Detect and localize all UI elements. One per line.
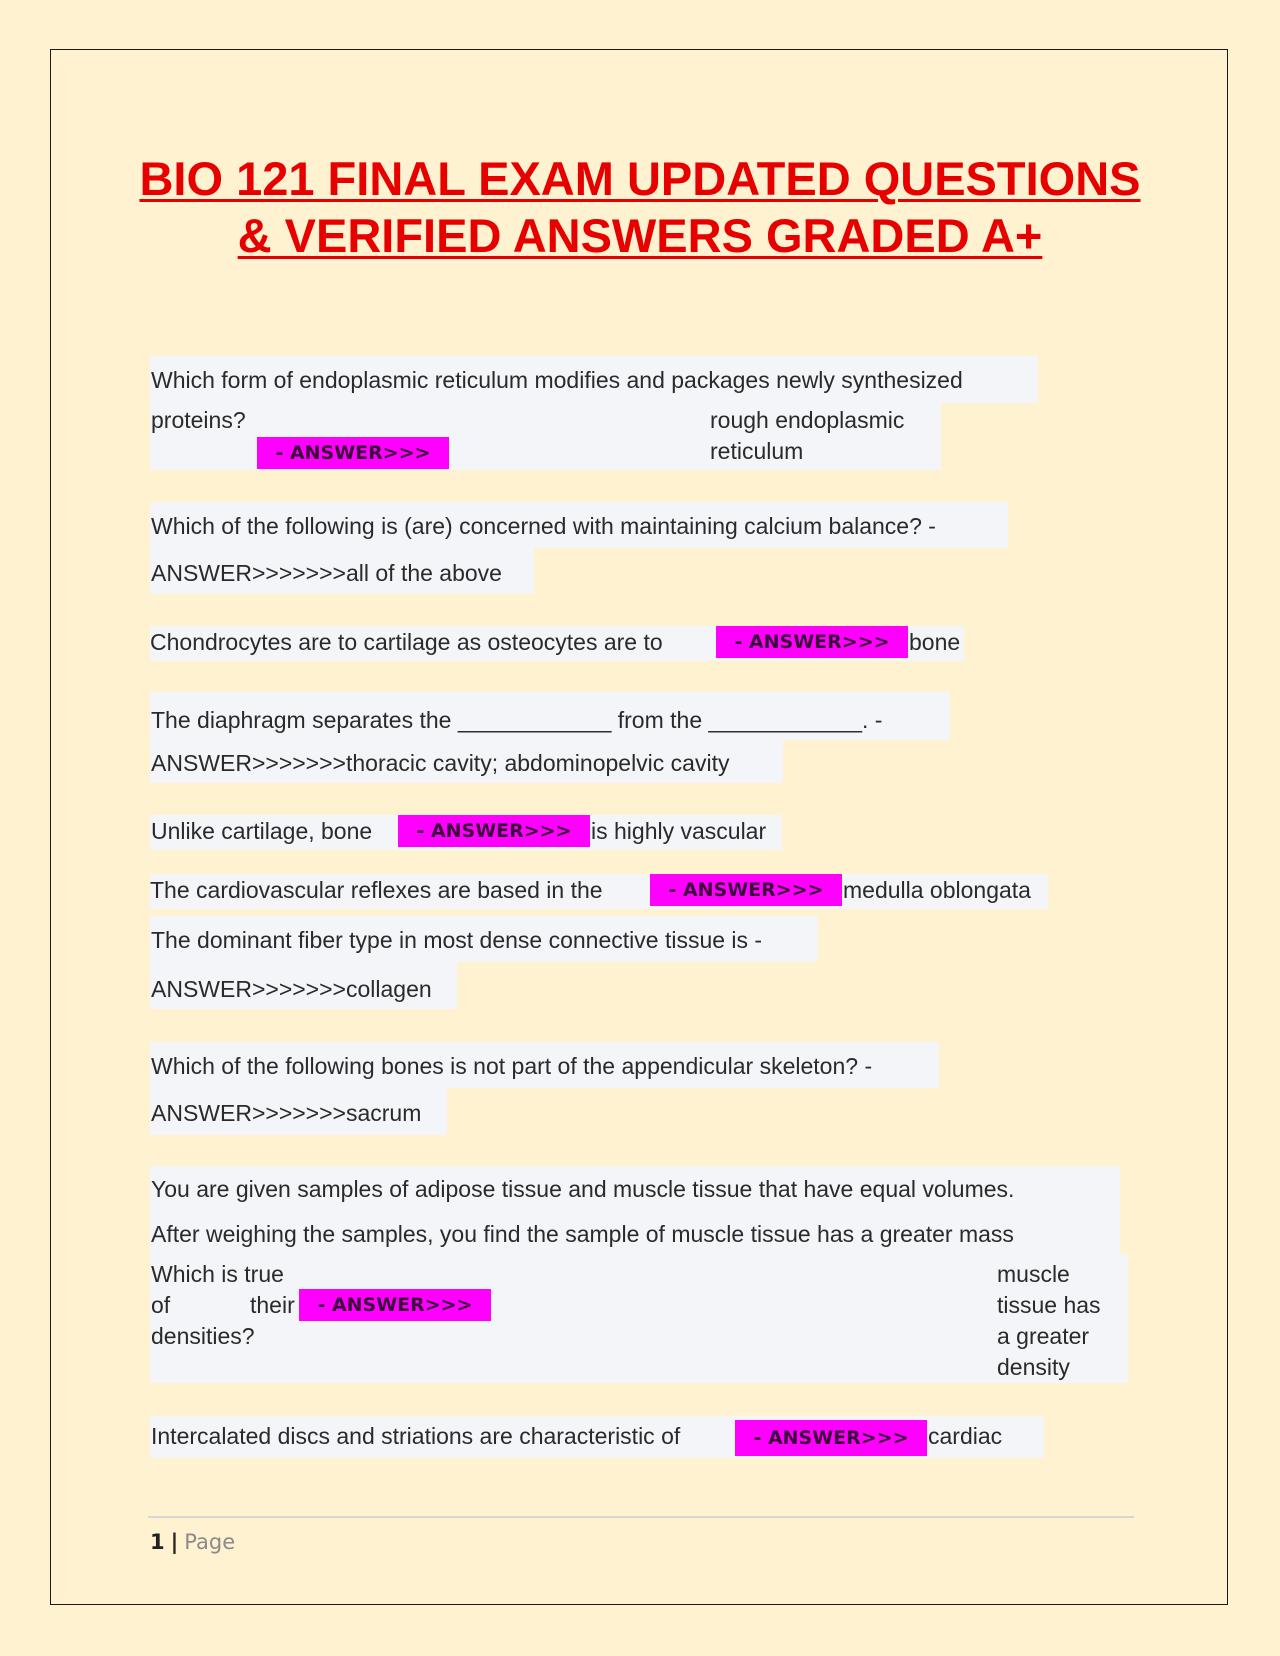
answer-text: is highly vascular: [591, 818, 767, 844]
footer-divider: [148, 1516, 1134, 1518]
question-text: their: [250, 1292, 295, 1318]
question-text: Which of the following is (are) concerned with maintaining calcium balance? -: [151, 513, 936, 539]
question-text: Which of the following bones is not part of the appendicular skeleton? -: [151, 1053, 873, 1079]
page-footer: [150, 1530, 235, 1554]
question-text: Intercalated discs and striations are characteristic of: [151, 1423, 681, 1449]
answer-text: density: [997, 1354, 1070, 1380]
question-text: ANSWER>>>>>>>sacrum: [151, 1100, 422, 1126]
answer-text: tissue has: [997, 1292, 1101, 1318]
question-text: from the: [617, 707, 703, 733]
question-text: ANSWER>>>>>>>all of the above: [151, 560, 502, 586]
answer-tag: - ANSWER>>>: [650, 874, 842, 906]
answer-text: rough endoplasmic: [710, 407, 905, 433]
question-text: densities?: [151, 1323, 255, 1349]
question-text: Which is true: [151, 1261, 284, 1287]
question-text: of: [151, 1292, 171, 1318]
answer-tag: - ANSWER>>>: [735, 1420, 927, 1456]
question-text: proteins?: [151, 407, 246, 433]
page-label: Page: [184, 1530, 236, 1554]
question-text: ANSWER>>>>>>>thoracic cavity; abdominopelvic cavity: [151, 750, 730, 776]
answer-text: bone: [909, 629, 961, 655]
blank: ____________: [708, 707, 863, 733]
answer-tag: - ANSWER>>>: [257, 437, 449, 469]
answer-text: cardiac: [928, 1423, 1003, 1449]
blank: ____________: [457, 707, 612, 733]
page-number: 1: [150, 1530, 165, 1554]
question-text: Chondrocytes are to cartilage as osteocytes are to: [150, 629, 663, 655]
question-text: Which form of endoplasmic reticulum modifies and packages newly synthesized: [151, 367, 963, 393]
answer-text: medulla oblongata: [843, 877, 1031, 903]
title-line-2: & VERIFIED ANSWERS GRADED A+: [237, 209, 1043, 262]
footer-separator: |: [170, 1530, 179, 1554]
question-text: Unlike cartilage, bone: [151, 818, 373, 844]
question-text: The dominant fiber type in most dense connective tissue is -: [151, 927, 763, 953]
document-title: [120, 150, 1160, 264]
answer-text: reticulum: [710, 438, 804, 464]
question-text: The diaphragm separates the: [151, 707, 452, 733]
question-text: ANSWER>>>>>>>collagen: [151, 976, 432, 1002]
answer-text: muscle: [997, 1261, 1070, 1287]
answer-text: a greater: [997, 1323, 1090, 1349]
title-line-1: BIO 121 FINAL EXAM UPDATED QUESTIONS: [139, 152, 1141, 205]
answer-tag: - ANSWER>>>: [299, 1289, 491, 1321]
answer-tag: - ANSWER>>>: [716, 626, 908, 658]
answer-tag: - ANSWER>>>: [398, 815, 590, 847]
question-text: The cardiovascular reflexes are based in the: [150, 877, 603, 903]
question-text: After weighing the samples, you find the sample of muscle tissue has a greater mass: [151, 1221, 1014, 1247]
question-text: You are given samples of adipose tissue and muscle tissue that have equal volumes.: [151, 1176, 1015, 1202]
question-text: . -: [862, 707, 883, 733]
